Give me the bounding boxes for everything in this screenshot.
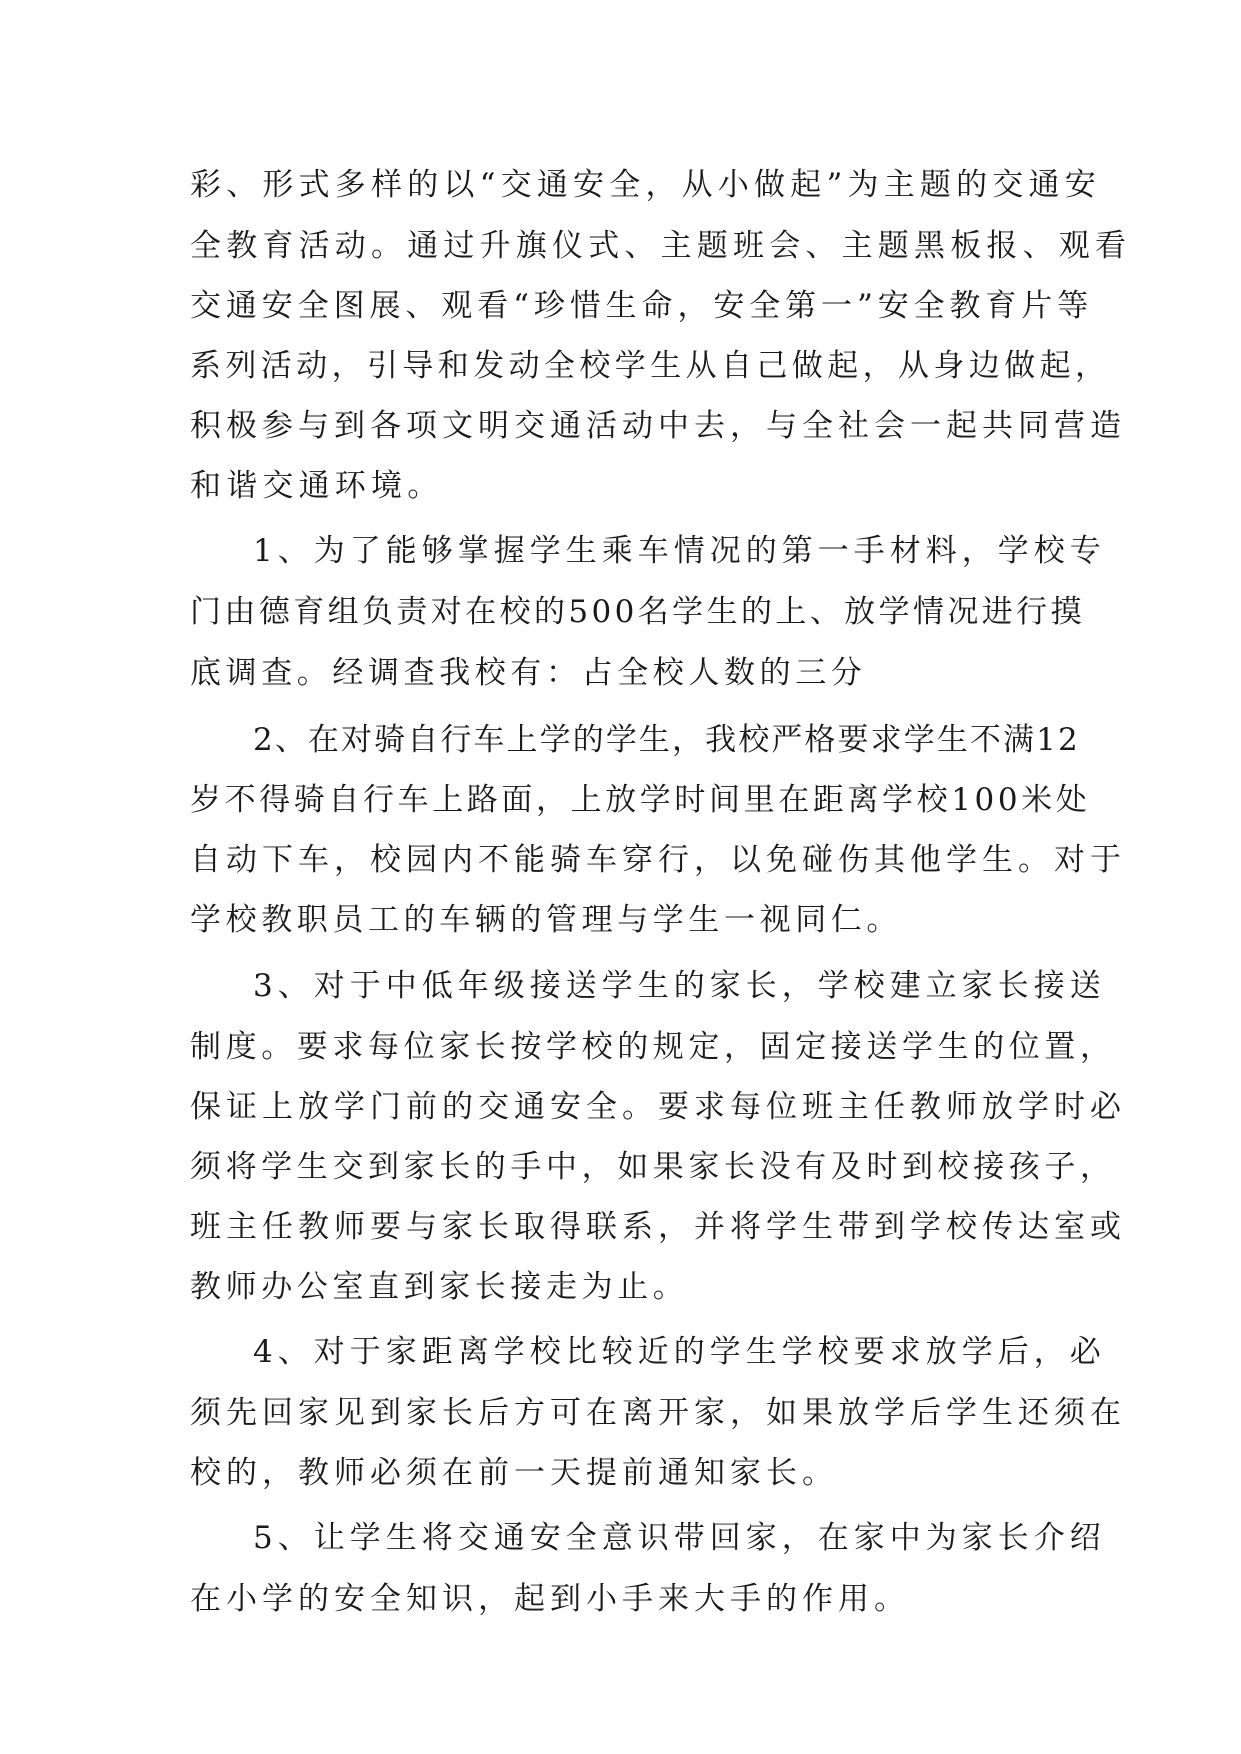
text-line: 班主任教师要与家长取得联系，并将学生带到学校传达室或 <box>190 1209 1126 1245</box>
text-line: 交通安全图展、观看“珍惜生命，安全第一”安全教育片等 <box>190 288 1094 324</box>
text-line: 在小学的安全知识，起到小手来大手的作用。 <box>190 1581 910 1617</box>
text-line: 学校教职员工的车辆的管理与学生一视同仁。 <box>190 902 902 938</box>
text-line: 须将学生交到家长的手中，如果家长没有及时到校接孩子， <box>190 1149 1116 1185</box>
text-line: 自动下车，校园内不能骑车穿行，以免碰伤其他学生。对于 <box>190 842 1126 878</box>
text-line: 和谐交通环境。 <box>190 468 444 504</box>
text-line: 须先回家见到家长后方可在离开家，如果放学后学生还须在 <box>190 1395 1126 1431</box>
text-line: 门由德育组负责对在校的500名学生的上、放学情况进行摸 <box>190 594 1085 630</box>
text-line: 制度。要求每位家长按学校的规定，固定接送学生的位置， <box>190 1029 1116 1065</box>
text-line: 全教育活动。通过升旗仪式、主题班会、主题黑板报、观看 <box>190 228 1132 264</box>
text-line: 1、为了能够掌握学生乘车情况的第一手材料，学校专 <box>253 533 1106 569</box>
text-line: 教师办公室直到家长接走为止。 <box>190 1269 689 1305</box>
text-line: 4、对于家距离学校比较近的学生学校要求放学后，必 <box>253 1334 1106 1370</box>
text-line: 底调查。经调查我校有：占全校人数的三分 <box>190 655 867 691</box>
text-line: 2、在对骑自行车上学的学生，我校严格要求学生不满12 <box>253 722 1080 758</box>
text-line: 岁不得骑自行车上路面，上放学时间里在距离学校100米处 <box>190 782 1091 818</box>
text-line: 保证上放学门前的交通安全。要求每位班主任教师放学时必 <box>190 1089 1126 1125</box>
text-line: 彩、形式多样的以“交通安全，从小做起”为主题的交通安 <box>190 167 1101 203</box>
text-line: 3、对于中低年级接送学生的家长，学校建立家长接送 <box>253 968 1106 1004</box>
text-line: 5、让学生将交通安全意识带回家，在家中为家长介绍 <box>253 1520 1106 1556</box>
text-line: 系列活动，引导和发动全校学生从自己做起，从身边做起， <box>190 348 1111 384</box>
text-line: 校的，教师必须在前一天提前通知家长。 <box>190 1455 838 1491</box>
text-line: 积极参与到各项文明交通活动中去，与全社会一起共同营造 <box>190 408 1126 444</box>
